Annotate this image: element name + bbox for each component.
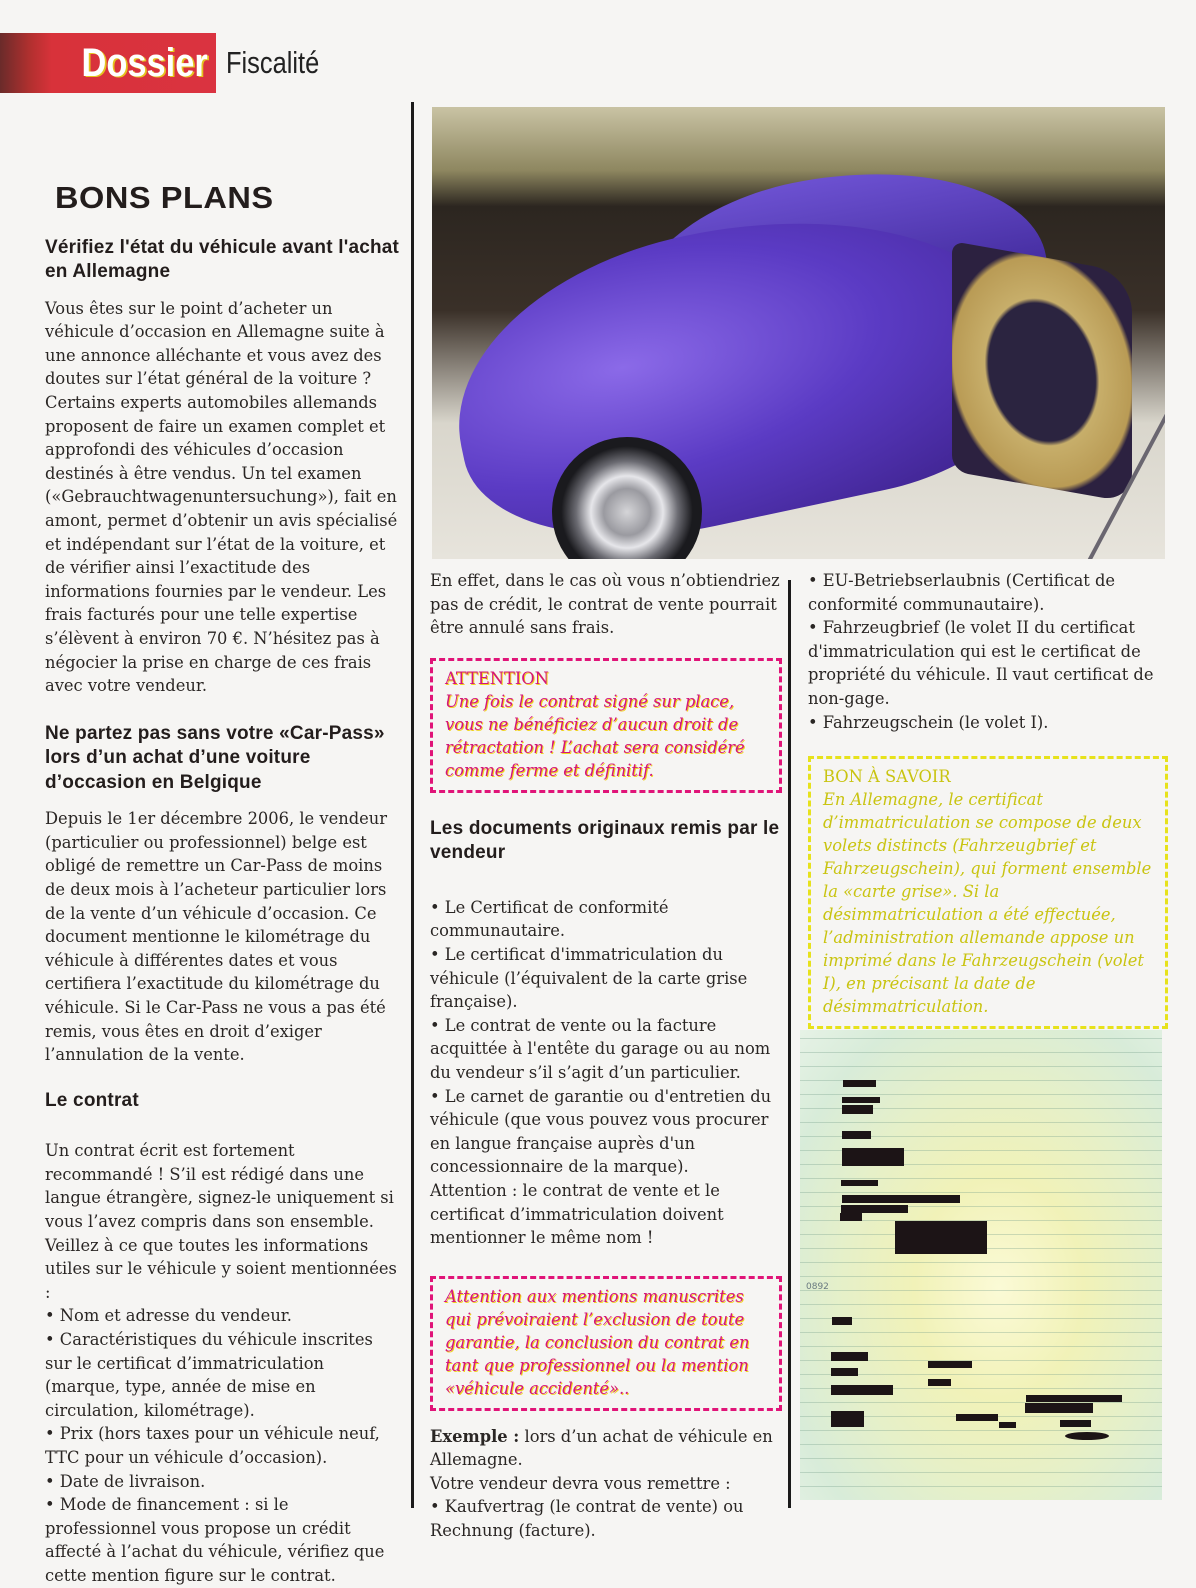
warning-text: Attention aux mentions manuscrites qui prévoiraient l’exclusion de toute garantie, la conclusion du contrat en tant que professionnel ou la mention «véhicule accidenté».. bbox=[445, 1286, 750, 1398]
redaction bbox=[1025, 1403, 1093, 1413]
redaction bbox=[842, 1097, 880, 1103]
paragraph: Un contrat écrit est fortement recommandé ! S’il est rédigé dans une langue étrangère, signez-le uniquement si vous l’avez compris dans son ensemble. bbox=[45, 1141, 394, 1231]
redaction bbox=[999, 1422, 1016, 1428]
column-3 bbox=[808, 569, 1168, 1029]
paragraph: Veillez à ce que toutes les informations utiles sur le véhicule y soient mentionnées : bbox=[45, 1235, 397, 1302]
attention-text: Une fois le contrat signé sur place, vous ne bénéficiez d’aucun droit de rétractation ! L’achat sera considéré comme ferme et définitif. bbox=[445, 691, 745, 780]
paragraph: Depuis le 1er décembre 2006, le vendeur (particulier ou professionnel) belge est obligé de remettre un Car-Pass de moins de deux mois à l’acheteur particulier lors de la vente d’un véhicule d’occasion. Ce document mentionne le kilométrage du véhicule à différentes dates et vous certifiera l’exactitude du kilométrage du véhicule. Si le Car-Pass ne vous a pas été remis, vous êtes en droit d’exiger l’annulation de la vente. bbox=[45, 809, 388, 1065]
section-label: Fiscalité bbox=[226, 45, 320, 80]
list-item: • Le contrat de vente ou la facture acquittée à l'entête du garage ou au nom du vendeur s’il s’agit d’un particulier. bbox=[430, 1015, 771, 1082]
column-1 bbox=[45, 180, 403, 1588]
list-item: • Kaufvertrag (le contrat de vente) ou Rechnung (facture). bbox=[430, 1497, 744, 1541]
signature-smudge bbox=[1065, 1432, 1109, 1440]
section-heading: Ne partez pas sans votre «Car-Pass» lors d’un achat d’une voiture d’occasion en Belgique bbox=[45, 722, 385, 793]
section-heading: Les documents originaux remis par le vendeur bbox=[430, 817, 780, 864]
redaction bbox=[831, 1385, 893, 1395]
warning-box bbox=[430, 1276, 782, 1411]
redaction bbox=[956, 1414, 998, 1421]
paragraph: Votre vendeur devra vous remettre : bbox=[430, 1473, 731, 1493]
list-item: • EU-Betriebserlaubnis (Certificat de conformité communautaire). bbox=[808, 571, 1116, 614]
attention-title: ATTENTION bbox=[445, 668, 549, 688]
list-item: • Le carnet de garantie ou d'entretien du véhicule (que vous pouvez vous procurer en langue française auprès d'un concessionnaire de la marque). bbox=[430, 1086, 772, 1177]
redaction bbox=[842, 1131, 871, 1139]
redaction bbox=[831, 1368, 858, 1376]
column-2 bbox=[430, 569, 782, 1543]
section-heading: Le contrat bbox=[45, 1089, 139, 1111]
paragraph bbox=[430, 1425, 782, 1472]
paragraph: Vous êtes sur le point d’acheter un véhicule d’occasion en Allemagne suite à une annonce alléchante et vous avez des doutes sur l’état général de la voiture ? Certains experts automobiles allemands proposent de faire un examen complet et approfondi des véhicules d’occasion destinés à être vendus. Un tel examen («Gebrauchtwagenuntersuchung»), fait en amont, permet d’obtenir un avis spécialisé et indépendant sur l’état de la voiture, et de vérifier ainsi l’exactitude des informations fournies par le vendeur. Les frais facturés pour une telle expertise s’élèvent à environ 70 €. N’hésitez pas à négocier la prise en charge de ces frais avec votre vendeur. bbox=[45, 298, 398, 696]
section-heading: Vérifiez l'état du véhicule avant l'achat en Allemagne bbox=[45, 236, 400, 283]
redaction bbox=[831, 1411, 864, 1427]
list-item: • Date de livraison. bbox=[45, 1471, 206, 1491]
main-title: BONS PLANS bbox=[55, 180, 274, 215]
document-number: 0892 bbox=[806, 1282, 829, 1292]
redaction bbox=[928, 1379, 951, 1386]
dossier-label: Dossier bbox=[81, 40, 208, 85]
paragraph: En effet, dans le cas où vous n’obtiendriez pas de crédit, le contrat de vente pourrait être annulé sans frais. bbox=[430, 571, 780, 638]
list-item: • Fahrzeugbrief (le volet II du certificat d'immatriculation qui est le certificat de propriété du véhicule. Il vaut certificat de non-gage. bbox=[808, 618, 1154, 708]
redaction bbox=[840, 1213, 862, 1221]
redaction bbox=[832, 1317, 852, 1325]
column-divider bbox=[411, 102, 414, 1508]
redaction bbox=[928, 1361, 972, 1368]
redaction bbox=[895, 1221, 987, 1254]
redaction bbox=[842, 1105, 873, 1114]
list-item: • Fahrzeugschein (le volet I). bbox=[808, 712, 1049, 732]
redaction bbox=[841, 1205, 908, 1213]
list-item: • Prix (hors taxes pour un véhicule neuf, TTC pour un véhicule d’occasion). bbox=[45, 1424, 380, 1467]
column-divider bbox=[788, 580, 791, 1508]
redaction bbox=[831, 1352, 868, 1361]
list-item: • Le certificat d'immatriculation du véhicule (l’équivalent de la carte grise française). bbox=[430, 944, 748, 1012]
info-title: BON À SAVOIR bbox=[823, 767, 951, 787]
info-text: En Allemagne, le certificat d’immatriculation se compose de deux volets distincts (Fahrzeugbrief et Fahrzeugschein), qui forment ensemble la «carte grise». Si la désimmatriculation a été effectuée, l’administration allemande appose un imprimé dans le Fahrzeugschein (volet I), en précisant la date de désimmatriculation. bbox=[823, 790, 1152, 1017]
info-box bbox=[808, 756, 1168, 1029]
list-item: • Le Certificat de conformité communautaire. bbox=[430, 897, 669, 941]
example-label: Exemple : bbox=[430, 1426, 520, 1446]
page-header bbox=[0, 33, 340, 93]
list-item: • Mode de financement : si le professionnel vous propose un crédit affecté à l’achat du véhicule, vérifiez que cette mention figure sur le contrat. bbox=[45, 1495, 385, 1585]
paragraph: Attention : le contrat de vente et le certificat d’immatriculation doivent mentionner le même nom ! bbox=[430, 1180, 724, 1248]
redaction bbox=[843, 1080, 876, 1087]
redaction bbox=[1060, 1420, 1091, 1427]
redaction bbox=[842, 1148, 904, 1166]
registration-document-image bbox=[800, 1030, 1162, 1500]
redaction bbox=[841, 1180, 878, 1186]
dossier-banner bbox=[0, 33, 216, 93]
car-photo bbox=[432, 107, 1165, 559]
list-item: • Nom et adresse du vendeur. bbox=[45, 1306, 292, 1326]
car-door bbox=[952, 241, 1132, 503]
redaction bbox=[842, 1195, 960, 1203]
attention-box bbox=[430, 658, 782, 793]
redaction bbox=[1026, 1395, 1122, 1402]
example-text: lors d’un achat de véhicule en Allemagne. bbox=[430, 1426, 773, 1470]
list-item: • Caractéristiques du véhicule inscrites sur le certificat d’immatriculation (marque, type, année de mise en circulation, kilométrage). bbox=[45, 1329, 373, 1420]
